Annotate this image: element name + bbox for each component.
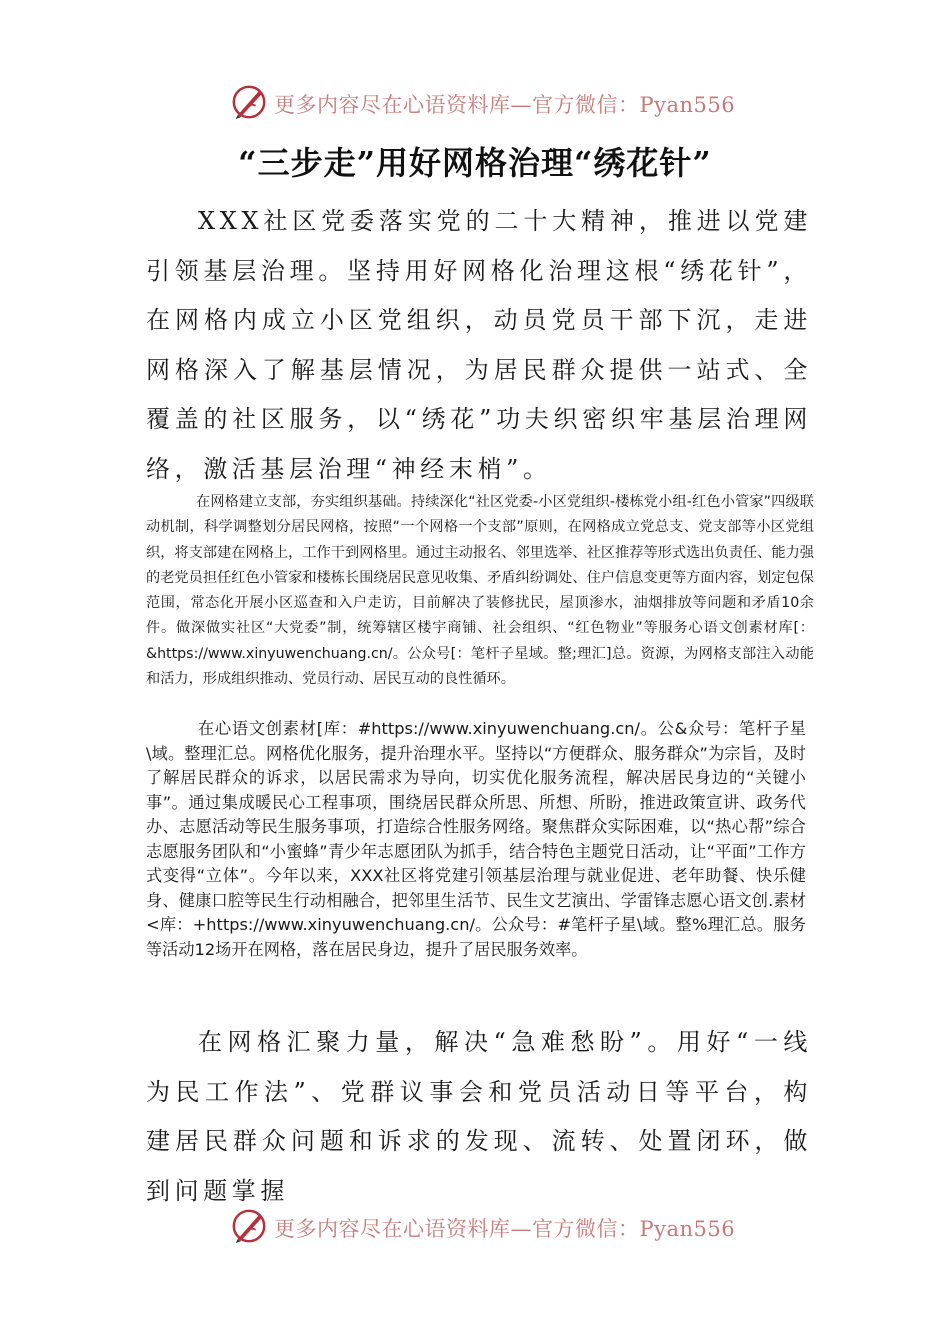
- document-title: “三步走”用好网格治理“绣花针”: [238, 144, 712, 182]
- pen-circle-icon: [230, 1207, 268, 1250]
- paragraph-service: 在心语文创素材[库：#https://www.xinyuwenchuang.cn/。公&众号：笔杆子星\域。整理汇总。网格优化服务，提升治理水平。坚持以“方便群众、服务群众”为宗旨，及时了解居民群众的诉求，以居民需求为导向，切实优化服务流程，解决居民身边的“关键小事”。通过集成暖民心工程事项，围绕居民群众所思、所想、所盼，推进政策宣讲、政务代办、志愿活动等民生服务事项，打造综合性服务网络。聚焦群众实际困难，以“热心帮”综合志愿服务团队和“小蜜蜂”青少年志愿团队为抓手，结合特色主题党日活动，让“平面”工作方式变得“立体”。今年以来，XXX社区将党建引领基层治理与就业促进、老年助餐、快乐健身、健康口腔等民生行动相融合，把邻里生活节、民生文艺演出、学雷锋志愿心语文创.素材<库：+https://www.xinyuwenchuang.cn/。公众号：#笔杆子星\域。整%理汇总。服务等活动12场开在网格，落在居民身边，提升了居民服务效率。: [146, 719, 806, 959]
- paragraph-strength: 在网格汇聚力量，解决“急难愁盼”。用好“一线为民工作法”、党群议事会和党员活动日等平台，构建居民群众问题和诉求的发现、流转、处置闭环，做到问题掌握: [146, 1028, 812, 1205]
- paragraph-branch: 在网格建立支部，夯实组织基础。持续深化“社区党委-小区党组织-楼栋党小组-红色小管家”四级联动机制，科学调整划分居民网格，按照“一个网格一个支部”原则，在网格成立党总支、党支部等小区党组织，将支部建在网格上，工作干到网格里。通过主动报名、邻里选举、社区推荐等形式选出负责任、能力强的老党员担任红色小管家和楼栋长围绕居民意见收集、矛盾纠纷调处、住户信息变更等方面内容，划定包保范围，常态化开展小区巡查和入户走访，目前解决了装修扰民，屋顶渗水，油烟排放等问题和矛盾10余件。做深做实社区“大党委”制，统筹辖区楼宇商铺、社会组织、“红色物业”等服务心语文创素材库[：&https://www.xinyuwenchuang.cn/。公众号[：笔杆子星域。整;理汇]总。资源，为网格支部注入动能和活力，形成组织推动、党员行动、居民互动的良性循环。: [146, 494, 814, 688]
- footer-banner-text: 更多内容尽在心语资料库—官方微信：Pyan556: [274, 1217, 736, 1241]
- header-banner-text: 更多内容尽在心语资料库—官方微信：Pyan556: [274, 93, 736, 117]
- pen-circle-icon: [230, 83, 268, 126]
- paragraph-intro: XXX社区党委落实党的二十大精神，推进以党建引领基层治理。坚持用好网格化治理这根“绣花针”，在网格内成立小区党组织，动员党员干部下沉，走进网格深入了解基层情况，为居民群众提供一站式、全覆盖的社区服务，以“绣花”功夫织密织牢基层治理网络，激活基层治理“神经末梢”。: [146, 207, 812, 483]
- footer-banner[interactable]: [230, 1206, 750, 1250]
- header-banner[interactable]: [230, 82, 750, 126]
